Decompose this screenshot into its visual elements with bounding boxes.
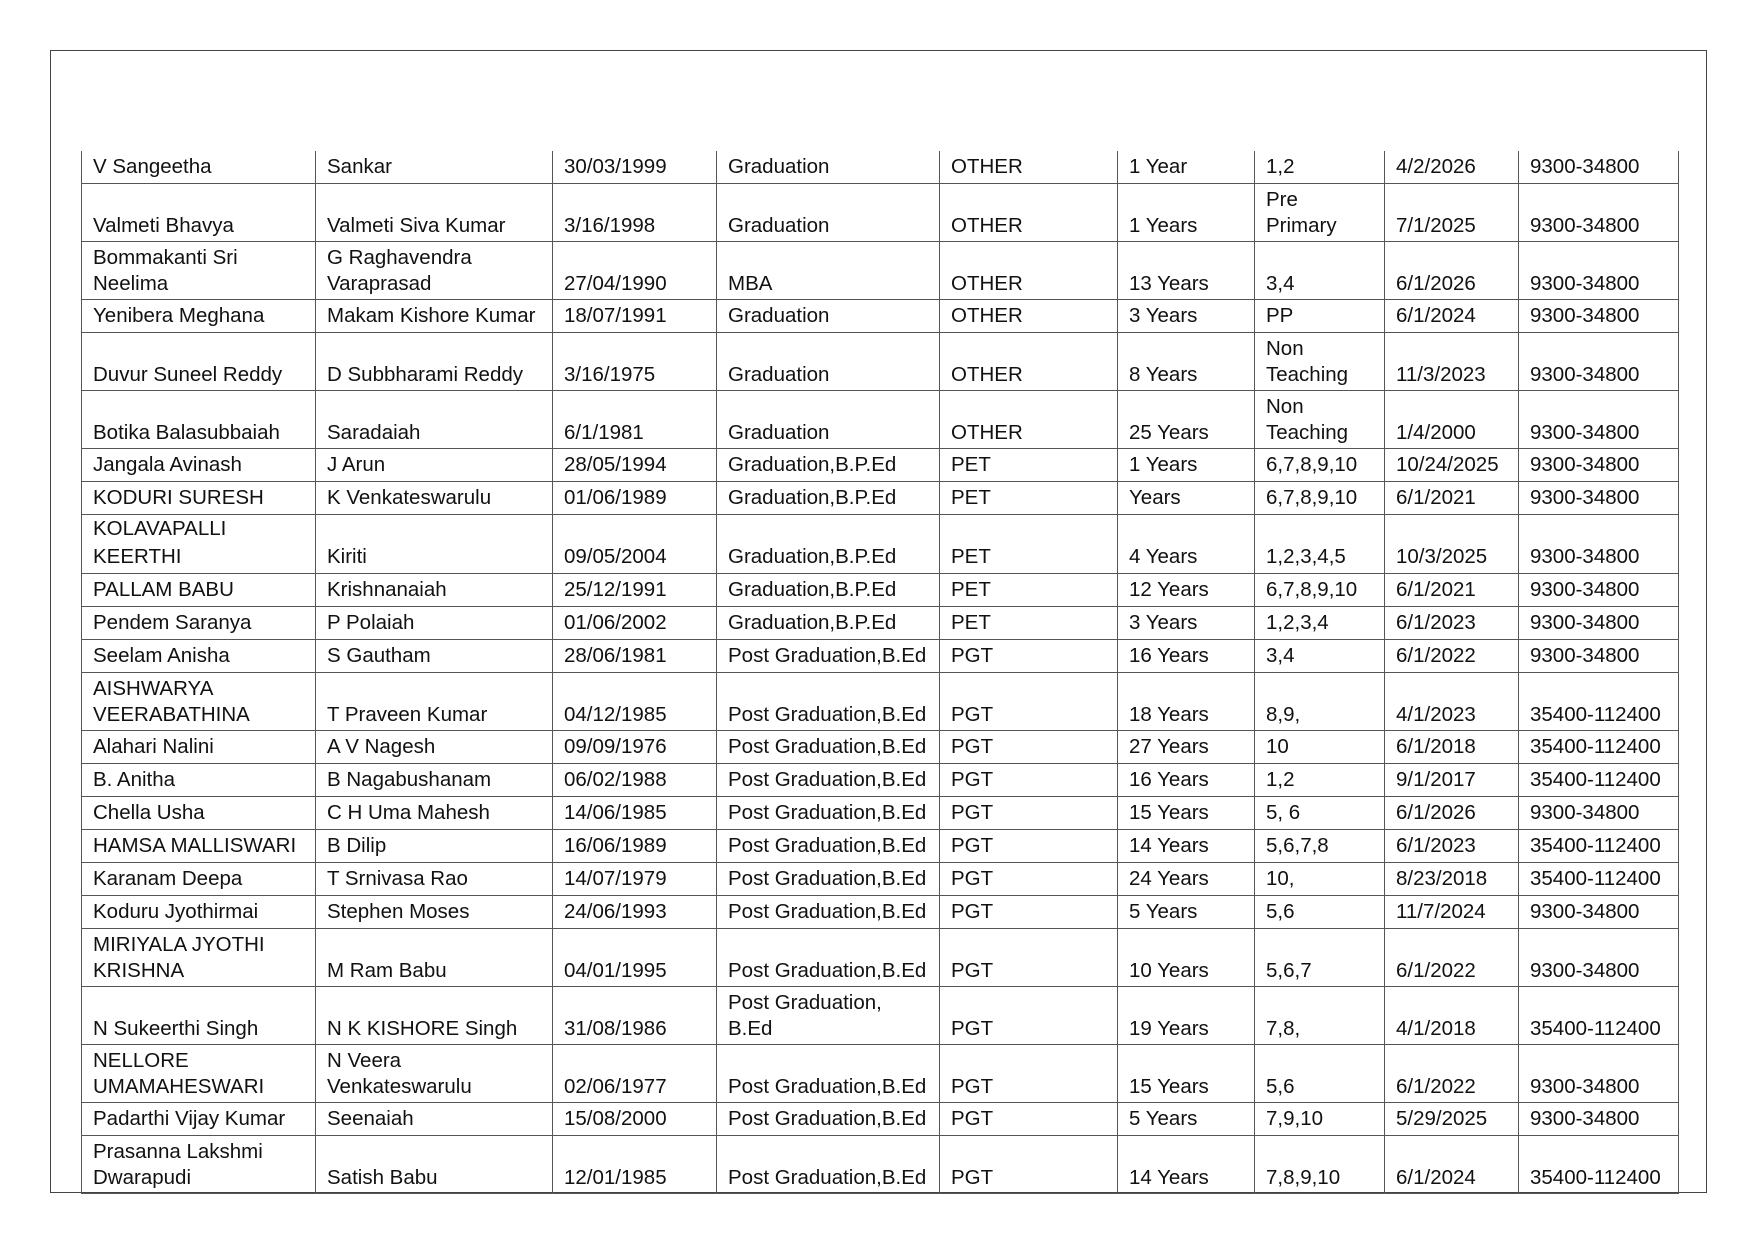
name-cell: Pendem Saranya (82, 607, 316, 640)
table-row (82, 1103, 1679, 1136)
pay-scale-cell: 9300-34800 (1519, 151, 1679, 184)
qualification-cell: Graduation,B.P.Ed (717, 515, 940, 574)
qualification-cell: Post Graduation,B.Ed (717, 929, 940, 987)
category-cell: OTHER (940, 300, 1118, 333)
dob-cell: 30/03/1999 (553, 151, 717, 184)
classes-cell: 5,6 (1255, 896, 1385, 929)
date-cell: 4/1/2018 (1385, 987, 1519, 1045)
classes-cell: 1,2,3,4 (1255, 607, 1385, 640)
pay-scale-cell: 35400-112400 (1519, 673, 1679, 731)
qualification-cell: Post Graduation,B.Ed (717, 1103, 940, 1136)
pay-scale-cell: 35400-112400 (1519, 987, 1679, 1045)
dob-cell: 04/12/1985 (553, 673, 717, 731)
table-row (82, 391, 1679, 449)
table-row (82, 896, 1679, 929)
pay-scale-cell: 9300-34800 (1519, 607, 1679, 640)
category-cell: OTHER (940, 184, 1118, 242)
pay-scale-cell: 9300-34800 (1519, 574, 1679, 607)
date-cell: 6/1/2022 (1385, 640, 1519, 673)
experience-cell: 27 Years (1118, 731, 1255, 764)
category-cell: PET (940, 449, 1118, 482)
table-row (82, 151, 1679, 184)
experience-cell: 1 Year (1118, 151, 1255, 184)
guardian-name-cell: B Nagabushanam (316, 764, 553, 797)
dob-cell: 25/12/1991 (553, 574, 717, 607)
qualification-cell: Post Graduation, B.Ed (717, 987, 940, 1045)
table-row (82, 1045, 1679, 1103)
dob-cell: 3/16/1975 (553, 333, 717, 391)
table-row (82, 673, 1679, 731)
date-cell: 11/7/2024 (1385, 896, 1519, 929)
dob-cell: 31/08/1986 (553, 987, 717, 1045)
pay-scale-cell: 9300-34800 (1519, 300, 1679, 333)
experience-cell: 16 Years (1118, 764, 1255, 797)
guardian-name-cell: A V Nagesh (316, 731, 553, 764)
qualification-cell: Post Graduation,B.Ed (717, 797, 940, 830)
dob-cell: 28/06/1981 (553, 640, 717, 673)
classes-cell: 1,2 (1255, 764, 1385, 797)
dob-cell: 02/06/1977 (553, 1045, 717, 1103)
date-cell: 4/2/2026 (1385, 151, 1519, 184)
name-cell: Prasanna Lakshmi Dwarapudi (82, 1136, 316, 1194)
guardian-name-cell: D Subbharami Reddy (316, 333, 553, 391)
classes-cell: 7,8,9,10 (1255, 1136, 1385, 1194)
guardian-name-cell: Saradaiah (316, 391, 553, 449)
category-cell: PGT (940, 1045, 1118, 1103)
qualification-cell: Graduation,B.P.Ed (717, 482, 940, 515)
date-cell: 6/1/2024 (1385, 1136, 1519, 1194)
name-cell: Karanam Deepa (82, 863, 316, 896)
table-row (82, 764, 1679, 797)
pay-scale-cell: 9300-34800 (1519, 242, 1679, 300)
date-cell: 5/29/2025 (1385, 1103, 1519, 1136)
dob-cell: 15/08/2000 (553, 1103, 717, 1136)
guardian-name-cell: K Venkateswarulu (316, 482, 553, 515)
qualification-cell: Post Graduation,B.Ed (717, 673, 940, 731)
classes-cell: 3,4 (1255, 640, 1385, 673)
pay-scale-cell: 35400-112400 (1519, 764, 1679, 797)
guardian-name-cell: Krishnanaiah (316, 574, 553, 607)
experience-cell: 18 Years (1118, 673, 1255, 731)
category-cell: PGT (940, 987, 1118, 1045)
experience-cell: 15 Years (1118, 1045, 1255, 1103)
dob-cell: 09/05/2004 (553, 515, 717, 574)
experience-cell: 1 Years (1118, 449, 1255, 482)
classes-cell: 10, (1255, 863, 1385, 896)
table-row (82, 731, 1679, 764)
pay-scale-cell: 9300-34800 (1519, 929, 1679, 987)
classes-cell: 3,4 (1255, 242, 1385, 300)
classes-cell: 6,7,8,9,10 (1255, 449, 1385, 482)
category-cell: PGT (940, 863, 1118, 896)
date-cell: 10/24/2025 (1385, 449, 1519, 482)
category-cell: PET (940, 574, 1118, 607)
guardian-name-cell: N K KISHORE Singh (316, 987, 553, 1045)
experience-cell: 16 Years (1118, 640, 1255, 673)
experience-cell: 3 Years (1118, 607, 1255, 640)
category-cell: PGT (940, 1136, 1118, 1194)
dob-cell: 28/05/1994 (553, 449, 717, 482)
date-cell: 11/3/2023 (1385, 333, 1519, 391)
experience-cell: 19 Years (1118, 987, 1255, 1045)
pay-scale-cell: 9300-34800 (1519, 797, 1679, 830)
experience-cell: 12 Years (1118, 574, 1255, 607)
experience-cell: 1 Years (1118, 184, 1255, 242)
name-cell: Padarthi Vijay Kumar (82, 1103, 316, 1136)
experience-cell: 4 Years (1118, 515, 1255, 574)
pay-scale-cell: 9300-34800 (1519, 896, 1679, 929)
qualification-cell: Graduation (717, 300, 940, 333)
experience-cell: 5 Years (1118, 1103, 1255, 1136)
qualification-cell: Post Graduation,B.Ed (717, 896, 940, 929)
name-cell: KODURI SURESH (82, 482, 316, 515)
qualification-cell: Graduation,B.P.Ed (717, 574, 940, 607)
category-cell: PGT (940, 764, 1118, 797)
guardian-name-cell: Kiriti (316, 515, 553, 574)
classes-cell: 7,8, (1255, 987, 1385, 1045)
classes-cell: 6,7,8,9,10 (1255, 482, 1385, 515)
qualification-cell: Post Graduation,B.Ed (717, 640, 940, 673)
experience-cell: 13 Years (1118, 242, 1255, 300)
classes-cell: Non Teaching (1255, 391, 1385, 449)
table-row (82, 987, 1679, 1045)
qualification-cell: Graduation (717, 333, 940, 391)
experience-cell: 14 Years (1118, 1136, 1255, 1194)
dob-cell: 16/06/1989 (553, 830, 717, 863)
name-cell: Bommakanti Sri Neelima (82, 242, 316, 300)
table-row (82, 574, 1679, 607)
name-cell: Jangala Avinash (82, 449, 316, 482)
pay-scale-cell: 9300-34800 (1519, 1103, 1679, 1136)
dob-cell: 6/1/1981 (553, 391, 717, 449)
guardian-name-cell: B Dilip (316, 830, 553, 863)
guardian-name-cell: N Veera Venkateswarulu (316, 1045, 553, 1103)
name-cell: Botika Balasubbaiah (82, 391, 316, 449)
date-cell: 4/1/2023 (1385, 673, 1519, 731)
classes-cell: PP (1255, 300, 1385, 333)
date-cell: 6/1/2024 (1385, 300, 1519, 333)
date-cell: 6/1/2023 (1385, 830, 1519, 863)
name-cell: Valmeti Bhavya (82, 184, 316, 242)
date-cell: 6/1/2021 (1385, 574, 1519, 607)
experience-cell: Years (1118, 482, 1255, 515)
pay-scale-cell: 9300-34800 (1519, 184, 1679, 242)
dob-cell: 14/06/1985 (553, 797, 717, 830)
guardian-name-cell: Satish Babu (316, 1136, 553, 1194)
classes-cell: 5, 6 (1255, 797, 1385, 830)
name-cell: B. Anitha (82, 764, 316, 797)
guardian-name-cell: T Praveen Kumar (316, 673, 553, 731)
name-cell: Yenibera Meghana (82, 300, 316, 333)
name-cell: AISHWARYA VEERABATHINA (82, 673, 316, 731)
classes-cell: 10 (1255, 731, 1385, 764)
guardian-name-cell: T Srnivasa Rao (316, 863, 553, 896)
table-row (82, 515, 1679, 574)
qualification-cell: MBA (717, 242, 940, 300)
qualification-cell: Graduation (717, 391, 940, 449)
category-cell: OTHER (940, 242, 1118, 300)
date-cell: 1/4/2000 (1385, 391, 1519, 449)
category-cell: PGT (940, 673, 1118, 731)
dob-cell: 18/07/1991 (553, 300, 717, 333)
category-cell: PET (940, 607, 1118, 640)
dob-cell: 24/06/1993 (553, 896, 717, 929)
guardian-name-cell: Makam Kishore Kumar (316, 300, 553, 333)
name-cell: MIRIYALA JYOTHI KRISHNA (82, 929, 316, 987)
category-cell: PGT (940, 797, 1118, 830)
table-row (82, 300, 1679, 333)
name-cell: HAMSA MALLISWARI (82, 830, 316, 863)
classes-cell: 5,6 (1255, 1045, 1385, 1103)
experience-cell: 3 Years (1118, 300, 1255, 333)
category-cell: PGT (940, 1103, 1118, 1136)
qualification-cell: Graduation,B.P.Ed (717, 449, 940, 482)
date-cell: 9/1/2017 (1385, 764, 1519, 797)
guardian-name-cell: J Arun (316, 449, 553, 482)
date-cell: 10/3/2025 (1385, 515, 1519, 574)
experience-cell: 8 Years (1118, 333, 1255, 391)
dob-cell: 01/06/2002 (553, 607, 717, 640)
table-row (82, 449, 1679, 482)
name-cell: N Sukeerthi Singh (82, 987, 316, 1045)
dob-cell: 01/06/1989 (553, 482, 717, 515)
guardian-name-cell: Valmeti Siva Kumar (316, 184, 553, 242)
pay-scale-cell: 9300-34800 (1519, 449, 1679, 482)
pay-scale-cell: 9300-34800 (1519, 482, 1679, 515)
experience-cell: 10 Years (1118, 929, 1255, 987)
table-row (82, 1136, 1679, 1194)
dob-cell: 06/02/1988 (553, 764, 717, 797)
table-row (82, 640, 1679, 673)
category-cell: PET (940, 515, 1118, 574)
guardian-name-cell: P Polaiah (316, 607, 553, 640)
table-row (82, 242, 1679, 300)
name-cell: V Sangeetha (82, 151, 316, 184)
table-row (82, 830, 1679, 863)
classes-cell: 5,6,7 (1255, 929, 1385, 987)
name-cell: Koduru Jyothirmai (82, 896, 316, 929)
qualification-cell: Graduation (717, 184, 940, 242)
guardian-name-cell: Seenaiah (316, 1103, 553, 1136)
name-cell: NELLORE UMAMAHESWARI (82, 1045, 316, 1103)
date-cell: 6/1/2026 (1385, 797, 1519, 830)
pay-scale-cell: 9300-34800 (1519, 1045, 1679, 1103)
date-cell: 6/1/2022 (1385, 929, 1519, 987)
table-row (82, 333, 1679, 391)
guardian-name-cell: S Gautham (316, 640, 553, 673)
dob-cell: 14/07/1979 (553, 863, 717, 896)
pay-scale-cell: 9300-34800 (1519, 391, 1679, 449)
name-cell: KOLAVAPALLI KEERTHI (82, 515, 316, 574)
staff-table-body (82, 151, 1679, 1194)
date-cell: 6/1/2022 (1385, 1045, 1519, 1103)
name-cell: Duvur Suneel Reddy (82, 333, 316, 391)
table-row (82, 863, 1679, 896)
classes-cell: 6,7,8,9,10 (1255, 574, 1385, 607)
guardian-name-cell: G Raghavendra Varaprasad (316, 242, 553, 300)
dob-cell: 09/09/1976 (553, 731, 717, 764)
guardian-name-cell: Sankar (316, 151, 553, 184)
qualification-cell: Post Graduation,B.Ed (717, 1136, 940, 1194)
pay-scale-cell: 35400-112400 (1519, 1136, 1679, 1194)
category-cell: PGT (940, 896, 1118, 929)
pay-scale-cell: 35400-112400 (1519, 830, 1679, 863)
pay-scale-cell: 9300-34800 (1519, 333, 1679, 391)
dob-cell: 04/01/1995 (553, 929, 717, 987)
classes-cell: 5,6,7,8 (1255, 830, 1385, 863)
qualification-cell: Graduation (717, 151, 940, 184)
category-cell: PGT (940, 929, 1118, 987)
experience-cell: 15 Years (1118, 797, 1255, 830)
category-cell: PGT (940, 731, 1118, 764)
classes-cell: 7,9,10 (1255, 1103, 1385, 1136)
guardian-name-cell: M Ram Babu (316, 929, 553, 987)
qualification-cell: Graduation,B.P.Ed (717, 607, 940, 640)
dob-cell: 3/16/1998 (553, 184, 717, 242)
experience-cell: 24 Years (1118, 863, 1255, 896)
dob-cell: 12/01/1985 (553, 1136, 717, 1194)
guardian-name-cell: C H Uma Mahesh (316, 797, 553, 830)
name-cell: PALLAM BABU (82, 574, 316, 607)
qualification-cell: Post Graduation,B.Ed (717, 764, 940, 797)
experience-cell: 25 Years (1118, 391, 1255, 449)
pay-scale-cell: 9300-34800 (1519, 640, 1679, 673)
name-cell: Alahari Nalini (82, 731, 316, 764)
qualification-cell: Post Graduation,B.Ed (717, 830, 940, 863)
date-cell: 6/1/2026 (1385, 242, 1519, 300)
classes-cell: 1,2 (1255, 151, 1385, 184)
table-row (82, 607, 1679, 640)
staff-table (81, 151, 1679, 1194)
table-row (82, 929, 1679, 987)
qualification-cell: Post Graduation,B.Ed (717, 731, 940, 764)
qualification-cell: Post Graduation,B.Ed (717, 1045, 940, 1103)
table-row (82, 482, 1679, 515)
date-cell: 6/1/2023 (1385, 607, 1519, 640)
date-cell: 6/1/2021 (1385, 482, 1519, 515)
qualification-cell: Post Graduation,B.Ed (717, 863, 940, 896)
classes-cell: Non Teaching (1255, 333, 1385, 391)
category-cell: PET (940, 482, 1118, 515)
category-cell: PGT (940, 640, 1118, 673)
guardian-name-cell: Stephen Moses (316, 896, 553, 929)
classes-cell: 8,9, (1255, 673, 1385, 731)
dob-cell: 27/04/1990 (553, 242, 717, 300)
pay-scale-cell: 9300-34800 (1519, 515, 1679, 574)
date-cell: 6/1/2018 (1385, 731, 1519, 764)
name-cell: Seelam Anisha (82, 640, 316, 673)
pay-scale-cell: 35400-112400 (1519, 863, 1679, 896)
date-cell: 7/1/2025 (1385, 184, 1519, 242)
category-cell: OTHER (940, 151, 1118, 184)
experience-cell: 5 Years (1118, 896, 1255, 929)
name-cell: Chella Usha (82, 797, 316, 830)
date-cell: 8/23/2018 (1385, 863, 1519, 896)
classes-cell: 1,2,3,4,5 (1255, 515, 1385, 574)
category-cell: PGT (940, 830, 1118, 863)
pay-scale-cell: 35400-112400 (1519, 731, 1679, 764)
table-row (82, 797, 1679, 830)
category-cell: OTHER (940, 391, 1118, 449)
category-cell: OTHER (940, 333, 1118, 391)
table-row (82, 184, 1679, 242)
classes-cell: Pre Primary (1255, 184, 1385, 242)
experience-cell: 14 Years (1118, 830, 1255, 863)
